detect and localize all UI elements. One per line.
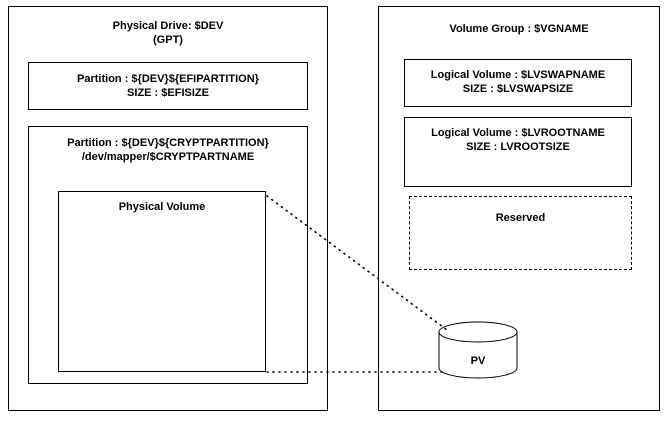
connector-pv-bottom	[265, 360, 465, 390]
pv-cylinder-label: PV	[470, 355, 486, 367]
connector-pv-top	[265, 190, 465, 340]
physical-volume-label: Physical Volume	[118, 201, 206, 213]
root-lv-line1: Logical Volume : $LVROOTNAME	[431, 127, 605, 139]
swap-logical-volume-box	[404, 59, 632, 107]
swap-lv-line2: SIZE : $LVSWAPSIZE	[462, 83, 574, 95]
root-lv-line2: SIZE : LVROOTSIZE	[466, 141, 570, 153]
efi-partition-line1: Partition : ${DEV}${EFIPARTITION}	[77, 73, 259, 85]
swap-lv-line1: Logical Volume : $LVSWAPNAME	[430, 69, 606, 81]
physical-drive-title-line2: (GPT)	[153, 34, 183, 46]
efi-partition-box	[28, 62, 308, 110]
crypt-partition-line2: /dev/mapper/$CRYPTPARTNAME	[81, 151, 255, 163]
efi-partition-line2: SIZE : $EFISIZE	[127, 87, 209, 99]
volume-group-title: Volume Group : $VGNAME	[449, 23, 589, 35]
reserved-label: Reserved	[495, 212, 546, 224]
physical-drive-title-line1: Physical Drive: $DEV	[112, 20, 224, 32]
root-logical-volume-box	[404, 117, 632, 187]
crypt-partition-line1: Partition : ${DEV}${CRYPTPARTITION}	[67, 137, 269, 149]
physical-volume-box	[58, 191, 266, 372]
